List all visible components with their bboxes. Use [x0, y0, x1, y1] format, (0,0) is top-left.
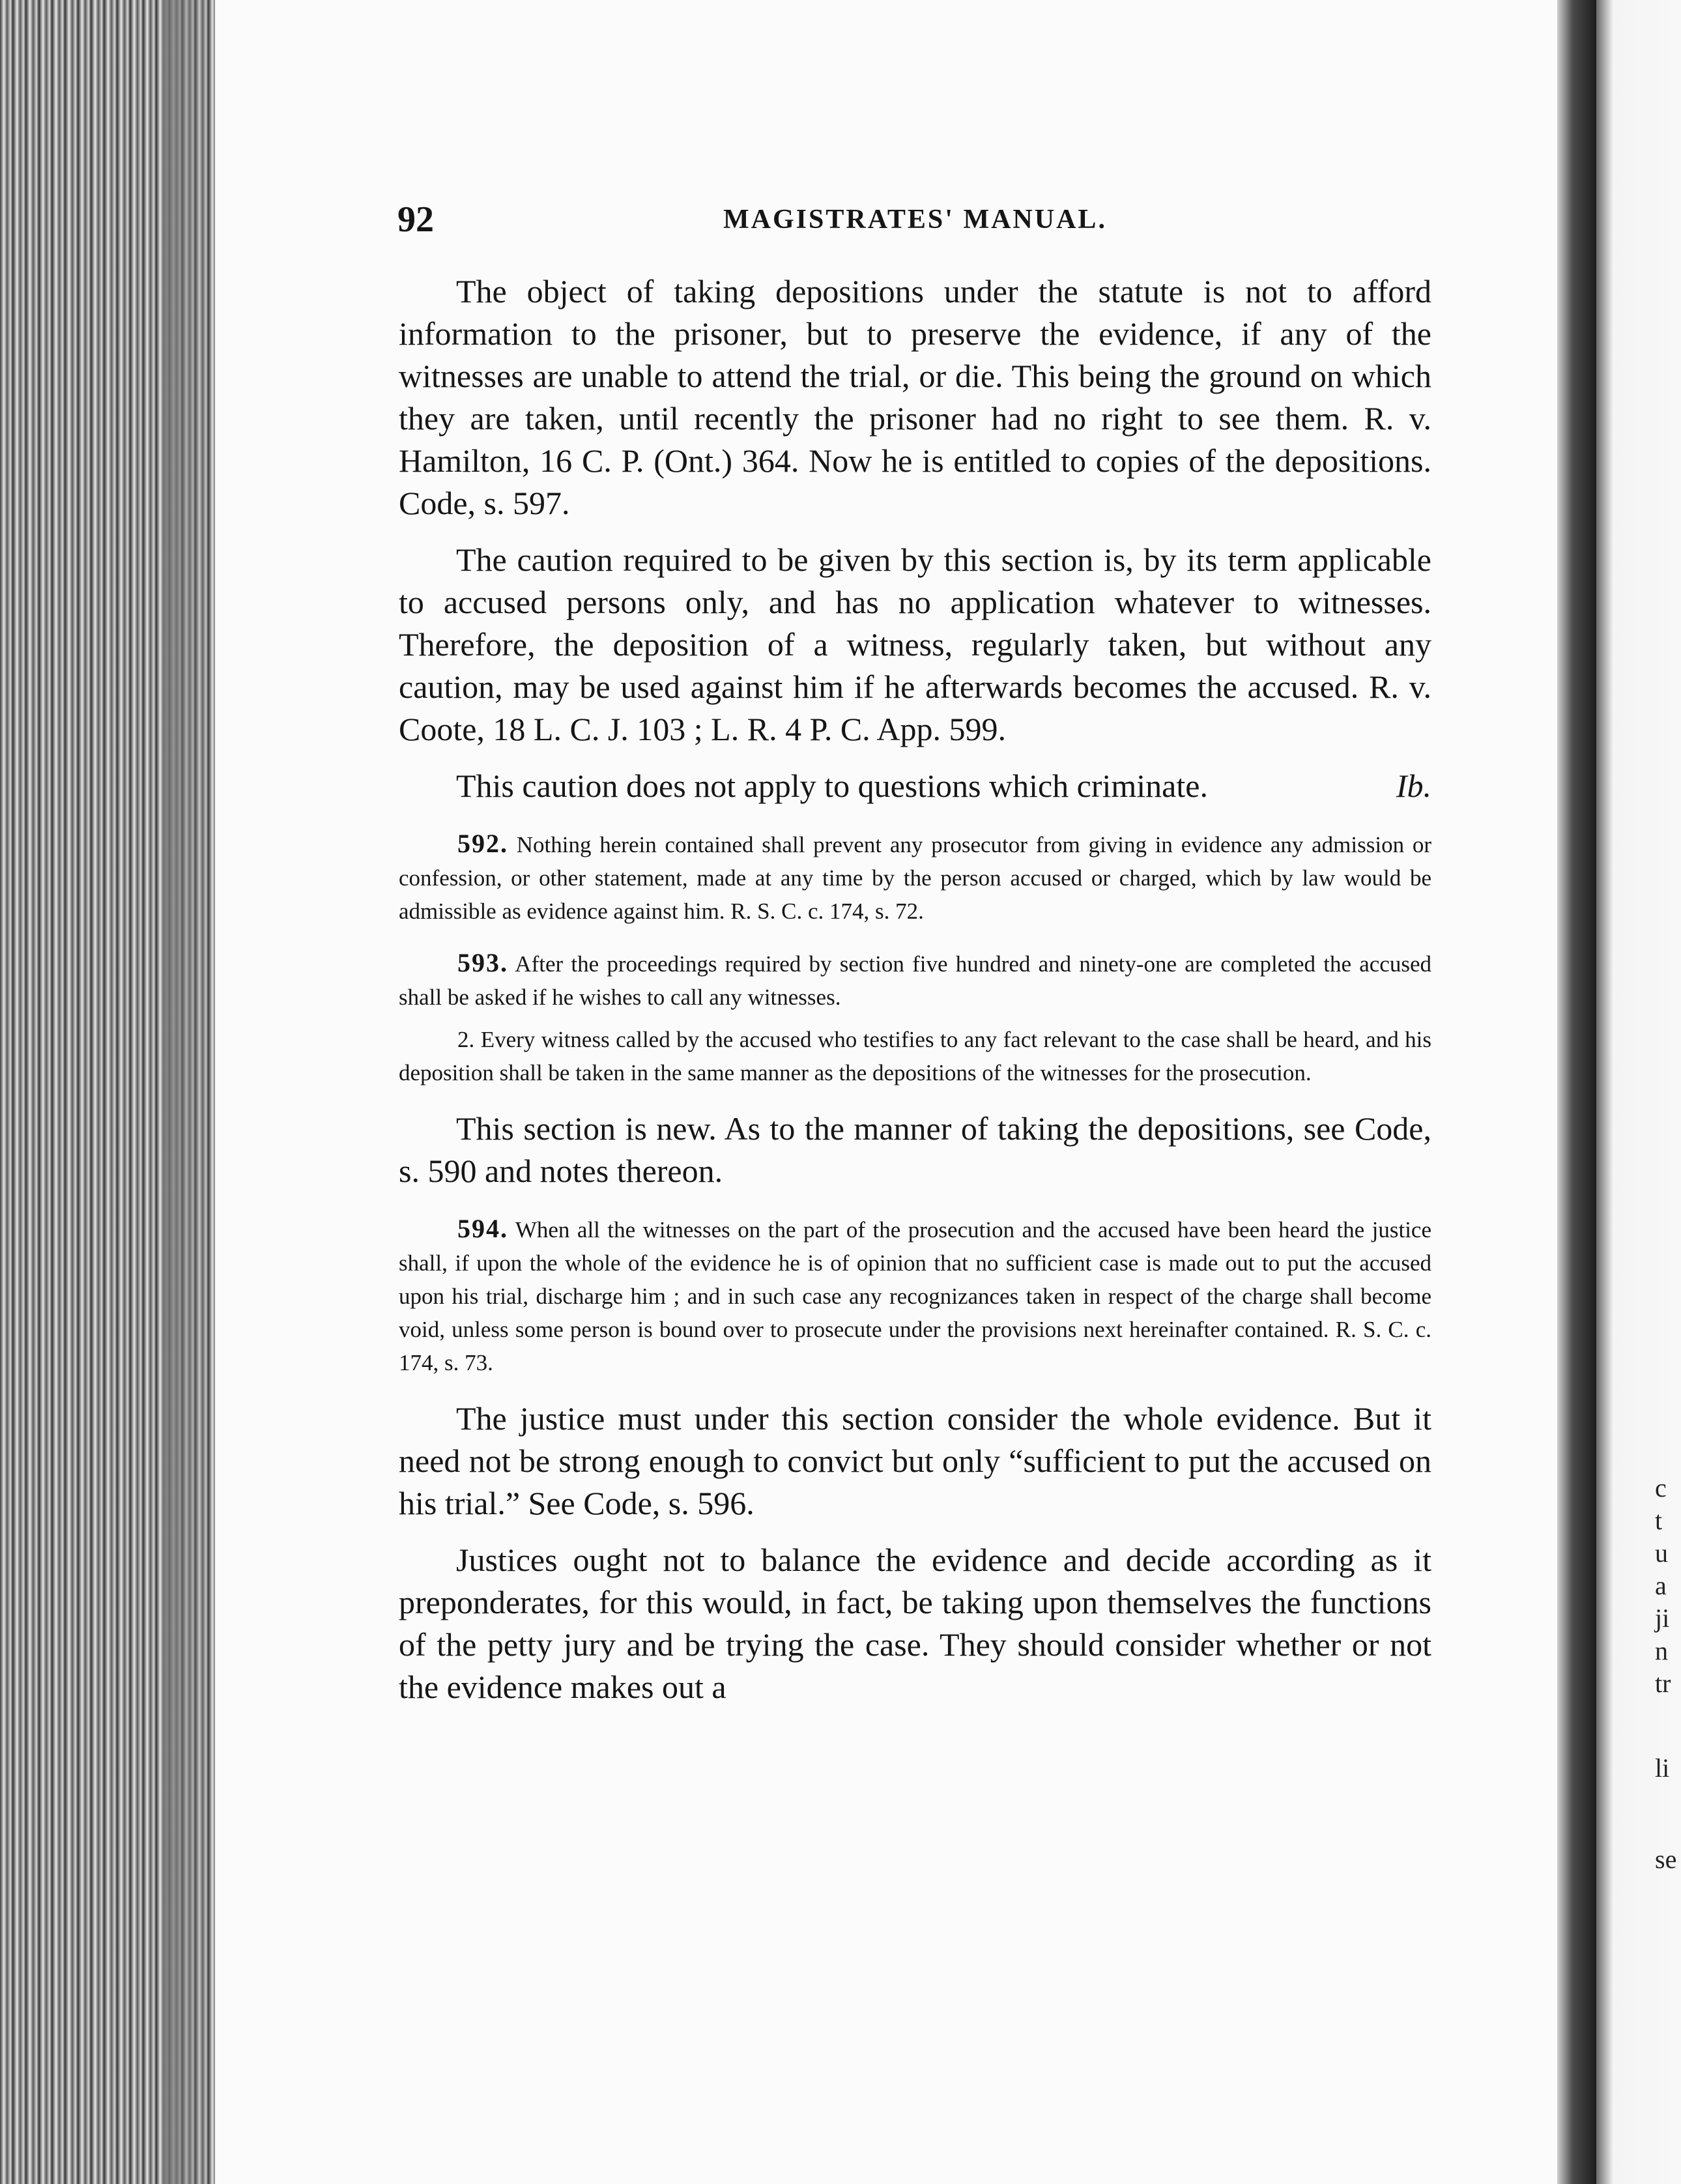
statute-section-594: [399, 1212, 1431, 1379]
running-title: MAGISTRATES' MANUAL.: [723, 205, 1107, 235]
section-number: 594.: [457, 1214, 508, 1243]
statute-section-592: [399, 827, 1431, 928]
facing-page-fragment: tr: [1655, 1669, 1671, 1698]
facing-page-fragment: c: [1655, 1473, 1667, 1502]
running-head: [397, 199, 1440, 251]
facing-page-fragment: ji: [1655, 1603, 1670, 1633]
facing-page-fragment: li: [1655, 1753, 1670, 1783]
commentary-paragraph: [399, 765, 1431, 807]
page-body: [399, 270, 1431, 1723]
section-text: When all the witnesses on the part of the prosecution and the accused have been heard the justice shall, if upon the whole of the evidence he is of opinion that no sufficient case is made out to put the accused upon his trial, discharge him ; and in such case any recognizances taken in respect of the charge shall become void, unless some person is bound over to prosecute under the provisions next hereinafter contained. R. S. C. c. 174, s. 73.: [399, 1217, 1431, 1375]
commentary-paragraph: The justice must under this section consider the whole evidence. But it need not be strong enough to convict but only “sufficient to put the accused on his trial.” See Code, s. 596.: [399, 1400, 1431, 1521]
page-number: 92: [397, 199, 434, 240]
section-text: Nothing herein contained shall prevent any prosecutor from giving in evidence any admission or confession, or other statement, made at any time by the person accused or charged, which by law would be admissible as evidence against him. R. S. C. c. 174, s. 72.: [399, 832, 1432, 924]
book-gutter: [1557, 0, 1596, 2184]
section-number: 592.: [457, 829, 508, 858]
section-number: 593.: [457, 948, 508, 977]
statute-section-593: [399, 946, 1431, 1014]
facing-page-fragment: u: [1655, 1538, 1668, 1568]
commentary-paragraph: The caution required to be given by this section is, by its term applicable to accused persons only, and has no application whatever to witnesses. Therefore, the deposition of a witness, regularly taken, but without any caution, may be used against him if he afterwards becomes the accused. R. v. Coote, 18 L. C. J. 103 ; L. R. 4 P. C. App. 599.: [399, 541, 1431, 747]
commentary-paragraph: The object of taking depositions under the statute is not to afford information to the prisoner, but to preserve the evidence, if any of the witnesses are unable to attend the trial, or die. This being the ground on which they are taken, until recently the prisoner had no right to see them. R. v. Hamilton, 16 C. P. (Ont.) 364. Now he is entitled to copies of the depositions. Code, s. 597.: [399, 273, 1431, 521]
commentary-paragraph: Justices ought not to balance the evidence and decide according as it preponderates, for this would, in fact, be taking upon themselves the functions of the petty jury and be trying the case. They should consider whether or not the evidence makes out a: [399, 1542, 1431, 1705]
book-edge-shadow: [163, 0, 215, 2184]
facing-page-fragment: t: [1655, 1506, 1663, 1535]
section-text: After the proceedings required by section five hundred and ninety-one are completed the accused shall be asked if he wishes to call any witnesses.: [399, 951, 1431, 1010]
facing-page-fragment: n: [1655, 1636, 1668, 1665]
facing-page-fragment: se: [1655, 1845, 1677, 1874]
ibid-reference: Ib.: [1396, 768, 1431, 804]
facing-page-fragment: a: [1655, 1571, 1667, 1600]
statute-subsection: 2. Every witness called by the accused who testifies to any fact relevant to the case shall be heard, and his deposition shall be taken in the same manner as the depositions of the witnesses for the prosecution.: [399, 1027, 1431, 1085]
commentary-text: This caution does not apply to questions which criminate.: [456, 768, 1208, 804]
commentary-paragraph: This section is new. As to the manner of taking the depositions, see Code, s. 590 and notes thereon.: [399, 1110, 1431, 1189]
